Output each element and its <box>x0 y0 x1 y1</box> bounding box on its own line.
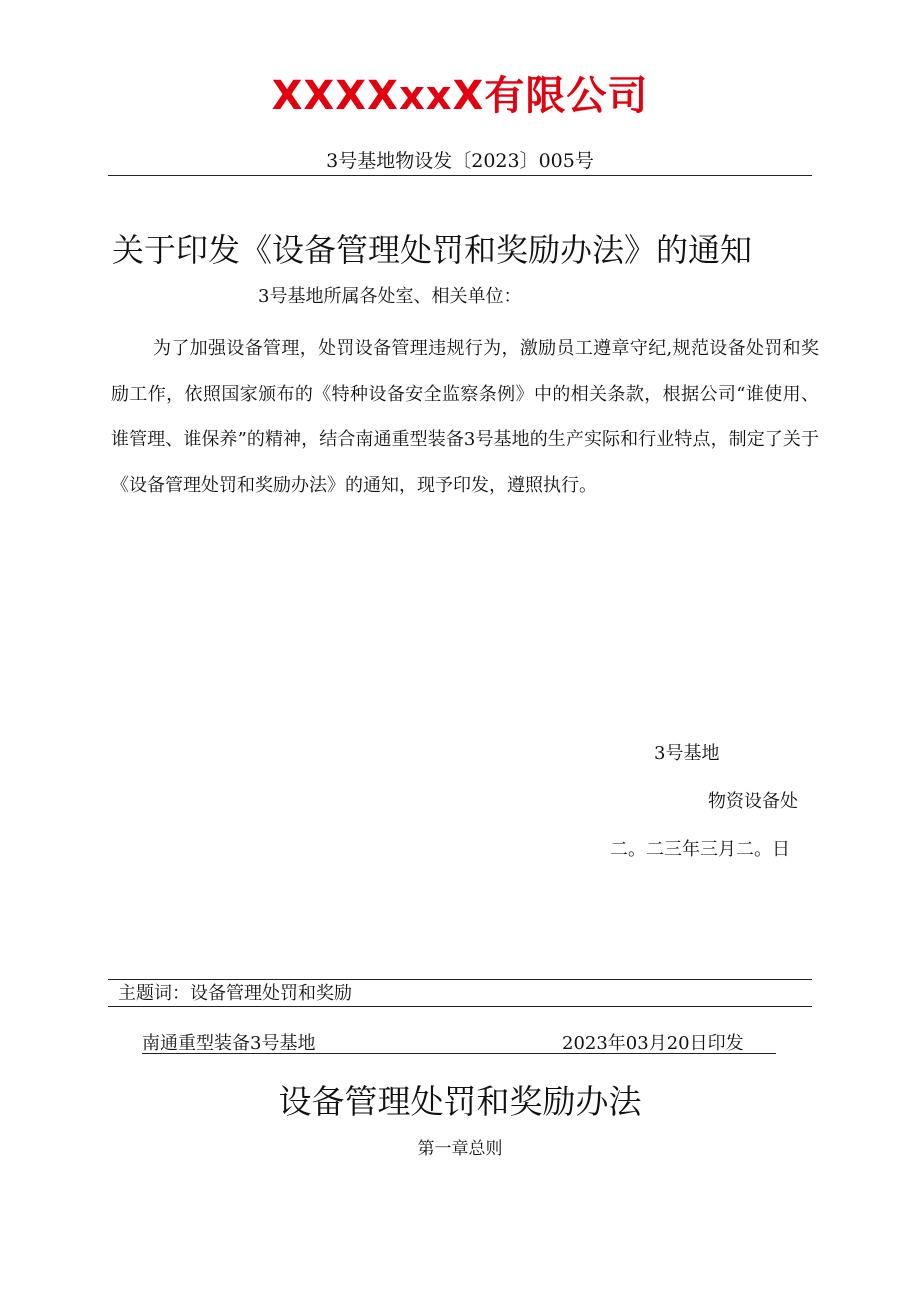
measures-title: 设备管理处罚和奖励办法 <box>278 1082 642 1121</box>
keywords-bottom-divider <box>108 1006 812 1007</box>
company-letterhead-title: XXXXxxX有限公司 <box>271 73 649 119</box>
subject-keywords: 主题词：设备管理处罚和奖励 <box>118 983 352 1004</box>
letterhead-divider <box>108 175 812 176</box>
signature-org: 3号基地 <box>654 743 720 764</box>
notice-title: 关于印发《设备管理处罚和奖励办法》的通知 <box>112 231 753 269</box>
signature-department: 物资设备处 <box>708 791 798 812</box>
document-number: 3号基地物设发〔2023〕005号 <box>326 150 594 172</box>
print-line-divider <box>142 1053 776 1054</box>
notice-body: 为了加强设备管理，处罚设备管理违规行为，激励员工遵章守纪,规范设备处罚和奖励工作，依照国家颁布的《特种设备安全监察条例》中的相关条款，根据公司“谁使用、谁管理、谁保养”的精神，结合南通重型装备3号基地的生产实际和行业特点，制定了关于《设备管理处罚和奖励办法》的通知，现予印发，遵照执行。 <box>111 338 819 496</box>
keywords-top-divider <box>108 979 812 980</box>
signature-date: 二。二三年三月二。日 <box>610 839 790 860</box>
print-date: 2023年03月20日印发 <box>562 1033 744 1054</box>
printing-organization: 南通重型装备3号基地 <box>142 1033 316 1054</box>
chapter-heading: 第一章总则 <box>417 1139 503 1159</box>
salutation: 3号基地所属各处室、相关单位： <box>258 286 522 307</box>
